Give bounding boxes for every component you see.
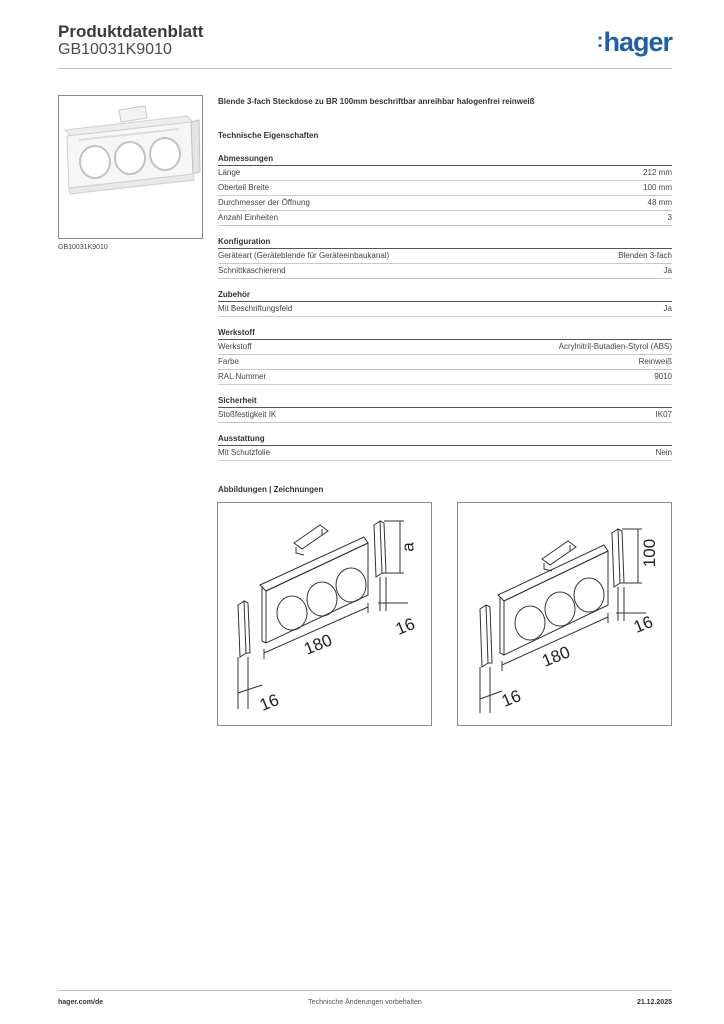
spec-value: 9010: [654, 372, 672, 381]
spec-value: Acrylnitril-Butadien-Styrol (ABS): [558, 342, 672, 351]
section-ausstattung: [218, 434, 672, 461]
product-image: [58, 95, 203, 239]
spec-value: 212 mm: [643, 168, 672, 177]
logo-dots-icon: :: [596, 30, 603, 52]
spec-row: [218, 408, 672, 423]
article-number: GB10031K9010: [58, 41, 172, 58]
drawing-right-icon: [458, 503, 671, 725]
spec-row: [218, 166, 672, 181]
spec-value: Nein: [655, 448, 672, 457]
spec-row: [218, 211, 672, 226]
spec-label: Schnittkaschierend: [218, 266, 286, 275]
spec-value: Ja: [663, 304, 672, 313]
page-footer: [58, 990, 672, 1011]
technical-drawing-left: [217, 502, 432, 726]
page-header: [58, 22, 672, 69]
spec-value: Reinweiß: [638, 357, 672, 366]
spec-label: Anzahl Einheiten: [218, 213, 279, 222]
product-title: Blende 3-fach Steckdose zu BR 100mm beschriftbar anreihbar halogenfrei reinweiß: [218, 97, 535, 106]
section-abmessungen: [218, 154, 672, 226]
spec-row: [218, 355, 672, 370]
spec-label: Mit Beschriftungsfeld: [218, 304, 293, 313]
section-title: Sicherheit: [218, 396, 672, 408]
section-sicherheit: [218, 396, 672, 423]
dim-length: 180: [301, 630, 335, 659]
spec-value: IK07: [655, 410, 672, 419]
technical-drawing-right: [457, 502, 672, 726]
section-title: Ausstattung: [218, 434, 672, 446]
spec-label: Stoßfestigkeit IK: [218, 410, 277, 419]
spec-value: Blenden 3-fach: [618, 251, 672, 260]
spec-row: [218, 181, 672, 196]
hager-logo: [597, 27, 672, 58]
spec-label: RAL Nummer: [218, 372, 267, 381]
dim-height: 100: [640, 538, 660, 568]
dim-length: 180: [539, 642, 573, 671]
section-konfiguration: [218, 237, 672, 279]
spec-row: [218, 340, 672, 355]
footer-notice: Technische Änderungen vorbehalten: [308, 999, 422, 1006]
spec-row: [218, 370, 672, 385]
spec-label: Mit Schutzfolie: [218, 448, 271, 457]
spec-value: 48 mm: [647, 198, 672, 207]
dim-height: a: [398, 542, 418, 552]
spec-label: Oberteil Breite: [218, 183, 270, 192]
document-title: Produktdatenblatt: [58, 22, 204, 41]
spec-label: Länge: [218, 168, 241, 177]
footer-website-link[interactable]: hager.com/de: [58, 999, 104, 1006]
dim-side: 16: [392, 614, 418, 639]
dim-side-bottom: 16: [256, 690, 282, 715]
footer-date: 21.12.2025: [636, 999, 672, 1006]
section-title: Konfiguration: [218, 237, 672, 249]
spec-row: [218, 264, 672, 279]
section-title: Werkstoff: [218, 328, 672, 340]
spec-row: [218, 249, 672, 264]
image-caption: GB10031K9010: [58, 244, 108, 251]
drawing-left-icon: [218, 503, 431, 725]
spec-row: [218, 446, 672, 461]
dim-side-bottom: 16: [498, 686, 524, 711]
product-photo-icon: [59, 96, 202, 238]
spec-label: Werkstoff: [218, 342, 252, 351]
section-title: Zubehör: [218, 290, 672, 302]
section-title: Abmessungen: [218, 154, 672, 166]
dim-side: 16: [630, 612, 656, 637]
spec-label: Farbe: [218, 357, 239, 366]
tech-properties-title: Technische Eigenschaften: [218, 131, 319, 140]
spec-label: Durchmesser der Öffnung: [218, 198, 310, 207]
spec-label: Geräteart (Geräteblende für Geräteeinbaukanal): [218, 251, 390, 260]
spec-row: [218, 302, 672, 317]
logo-text: hager: [603, 27, 672, 57]
spec-row: [218, 196, 672, 211]
drawings-title: Abbildungen | Zeichnungen: [218, 485, 324, 494]
spec-value: 3: [667, 213, 672, 222]
spec-value: Ja: [663, 266, 672, 275]
section-werkstoff: [218, 328, 672, 385]
specifications: [218, 97, 672, 472]
section-zubehoer: [218, 290, 672, 317]
spec-value: 100 mm: [643, 183, 672, 192]
